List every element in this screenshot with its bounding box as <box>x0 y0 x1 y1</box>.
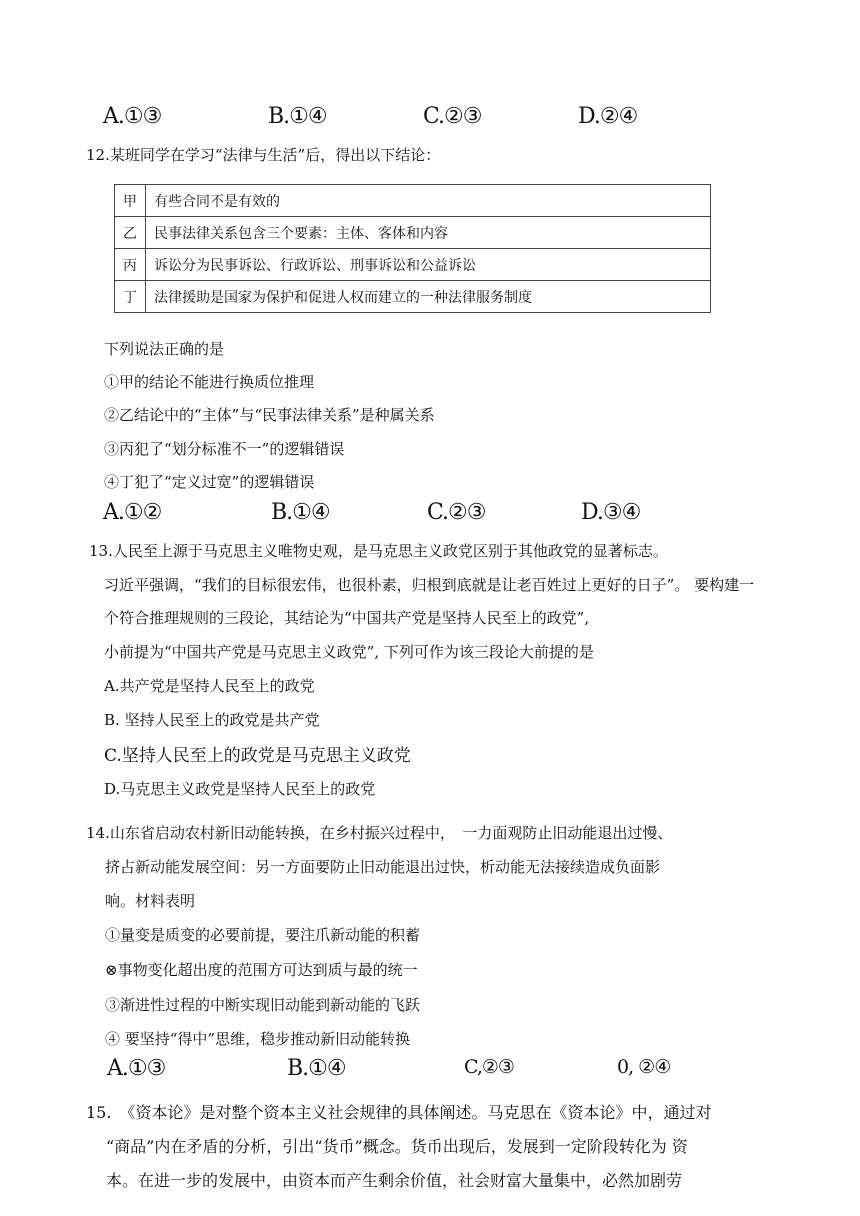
q14-option-c: C,②③ <box>464 1056 514 1078</box>
q13-line-3: 个符合推理规则的三段论，其结论为“中国共产党是坚持人民至上的政党”, <box>104 609 590 627</box>
q13-line-4: 小前提为“中国共产党是马克思主义政党”, 下列可作为该三段论大前提的是 <box>104 643 594 661</box>
q14-item-3: ③渐进性过程的中断实现旧动能到新动能的飞跃 <box>105 996 421 1014</box>
table-key: 丙 <box>115 249 146 281</box>
q13-choice-c: C.坚持人民至上的政党是马克思主义政党 <box>104 746 411 766</box>
table-key: 乙 <box>115 217 146 249</box>
q12-stem: 12.某班同学在学习“法律与生活”后，得出以下结论： <box>86 146 441 164</box>
table-cell: 诉讼分为民事诉讼、行政诉讼、刑事诉讼和公益诉讼 <box>146 249 711 281</box>
table-cell: 有些合同不是有效的 <box>146 185 711 217</box>
q14-option-a: A.①③ <box>107 1056 166 1081</box>
q12-item-3: ③丙犯了“划分标准不一”的逻辑错误 <box>104 440 345 458</box>
table-row <box>115 249 711 281</box>
q12-option-b: B.①④ <box>271 500 330 525</box>
q14-line-3: 响。材料表明 <box>105 892 196 910</box>
q14-item-2: ⊗事物变化超出度的范围方可达到质与最的统一 <box>105 961 418 979</box>
q12-options <box>0 500 860 530</box>
table-cell: 民事法律关系包含三个要素：主体、客体和内容 <box>146 217 711 249</box>
q14-line-1: 14.山东省启动农村新旧动能转换，在乡村振兴过程中， 一力面观防止旧动能退出过慢、 <box>86 824 673 842</box>
table-cell: 法律援助是国家为保护和促进人权而建立的一种法律服务制度 <box>146 281 711 313</box>
q14-option-d: 0, ②④ <box>617 1056 671 1078</box>
q12-item-1: ①甲的结论不能进行换质位推理 <box>104 373 315 391</box>
table-key: 甲 <box>115 185 146 217</box>
table-row <box>115 217 711 249</box>
q15-line-1: 15. 《资本论》是对整个资本主义社会规律的具体阐述。马克思在《资本论》中，通过对 <box>86 1103 712 1122</box>
q14-item-1: ①量变是质变的必要前提，要注爪新动能的积蓄 <box>105 926 421 944</box>
q12-prompt: 下列说法正确的是 <box>104 340 225 358</box>
q12-item-4: ④丁犯了“定义过宽”的逻辑错误 <box>104 473 315 491</box>
q13-choice-d: D.马克思主义政党是坚持人民至上的政党 <box>104 780 376 798</box>
table-row <box>115 281 711 313</box>
q13-line-2: 习近平强调，“我们的目标很宏伟，也很朴素，归根到底就是让老百姓过上更好的日子”。 要构建一 <box>104 576 755 594</box>
q13-choice-b: B. 坚持人民至上的政党是共产党 <box>104 711 320 729</box>
q11-option-b: B.①④ <box>268 104 327 129</box>
q13-choice-a: A.共产党是坚持人民至上的政党 <box>104 677 315 695</box>
q14-option-b: B.①④ <box>287 1056 346 1081</box>
q13-line-1: 13.人民至上源于马克思主义唯物史观，是马克思主义政党区别于其他政党的显著标志。 <box>89 542 668 560</box>
q12-option-d: D.③④ <box>581 500 641 525</box>
q12-table <box>114 184 711 313</box>
q14-options <box>0 1056 860 1086</box>
q11-option-a: A.①③ <box>103 104 162 129</box>
q12-option-a: A.①② <box>103 500 162 525</box>
q12-item-2: ②乙结论中的“主体”与“民事法律关系”是种属关系 <box>104 406 435 424</box>
q14-line-2: 挤占新动能发展空间：另一方面要防止旧动能退出过快，析动能无法接续造成负面影 <box>105 858 661 876</box>
table-row <box>115 185 711 217</box>
q11-options <box>0 104 860 134</box>
q11-option-d: D.②④ <box>578 104 638 129</box>
table-key: 丁 <box>115 281 146 313</box>
q14-item-4: ④ 要坚持“得中”思维，稳步推动新旧动能转换 <box>105 1030 411 1048</box>
q12-option-c: C.②③ <box>427 500 486 525</box>
q11-option-c: C.②③ <box>423 104 482 129</box>
q15-line-2: “商品”内在矛盾的分析，引出“货币”概念。货币出现后，发展到一定阶段转化为 资 <box>106 1137 688 1156</box>
q15-line-3: 本。在进一步的发展中，由资本而产生剩余价值，社会财富大量集中，必然加剧劳 <box>106 1171 683 1190</box>
